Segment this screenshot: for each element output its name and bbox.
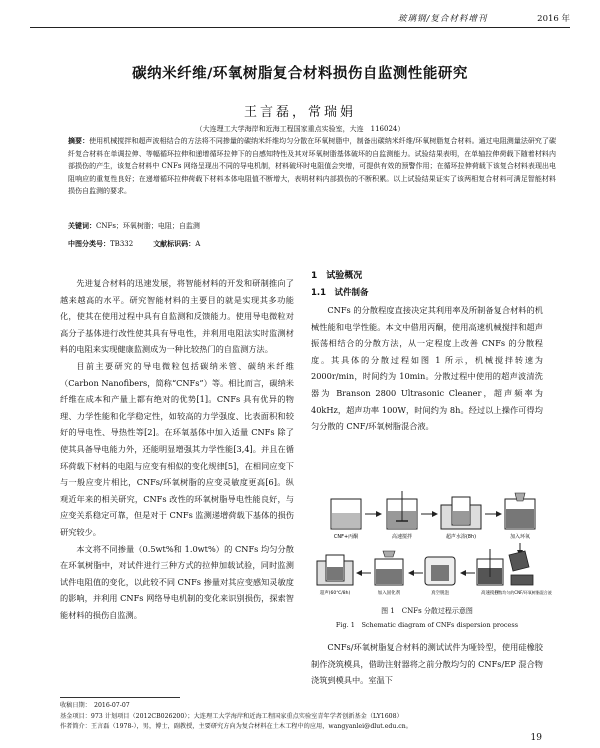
doc-label: 文献标识码： [153, 239, 196, 248]
header-rule [30, 27, 570, 28]
section-heading: 1 试验概况 [311, 271, 363, 281]
right-column [311, 268, 543, 435]
intro-paragraph: 本文将不同掺量（0.5wt%和 1.0wt%）的 CNFs 均匀分散在环氧树脂中，对试件进行三种方式的拉伸加载试验，同时监测试件电阻值的变化，以此较不同 CNFs 掺量对其应变感知灵敏度的影响，并利用 CNFs 网络导电机制的变化来识别损伤，探索智能材料的损伤自监测。 [60, 543, 294, 620]
abstract [68, 135, 556, 198]
clc-value: TB332 [110, 240, 134, 248]
fig-label-ultrasonic-heating: 超声(60℃/8h) [319, 591, 351, 596]
fig-label-ultrasonic-bath: 超声水浴(8h) [445, 534, 477, 540]
fig-label-cnf-acetone: CNF+丙酮 [333, 534, 359, 540]
figure-caption-cn: 图 1 CNFs 分散过程示意图 [381, 607, 473, 615]
intro-paragraph: 目前主要研究的导电微粒包括碳纳米管、碳纳米纤维（Carbon Nanofibers，简称“CNFs”）等。相比而言，碳纳米纤维在成本和产量上都有绝对的优势[1]。CNFs 具有优异的物理、力学性能和化学稳定性，如较高的力学强度、比表面积和较好的导电性、导热性等[2]。在环氧基体中加入适量 CNFs 除了使其具备导电能力外，还能明显增强其力学性能[3,4]。并且在循环荷载下材料的电阻与应变有相似的变化规律[5]，在相同应变下与一般应变片相比，CNFs/环氧树脂的应变灵敏度更高[6]。纵观近年来的相关研究，CNFs 改性的环氧树脂导电性能良好，与应变关系稳定可靠，但是对于 CNFs 监测递增荷载下基体的损伤研究较少。 [60, 360, 294, 537]
footnote-funding: 基金项目：973 计划项目（2012CB026200）；大连理工大学海岸和近海工程国家重点实验室青年学者创新基金（LY1608） [60, 712, 403, 720]
footnote-author: 作者简介：王言磊（1978-），男，博士，副教授，主要研究方向为复合材料在土木工程中的应用，wangyanlei@dlut.edu.cn。 [60, 723, 412, 730]
ultrasonic-heating [317, 555, 353, 585]
subsection-heading: 1.1 试件制备 [311, 288, 369, 298]
footnotes [60, 701, 560, 733]
doc-value: A [195, 240, 201, 248]
beaker-add-hardener [375, 551, 403, 585]
fig-label-stirring-1: 高速搅拌 [391, 534, 413, 540]
running-head [30, 10, 570, 26]
beaker-cnf-acetone [331, 499, 361, 529]
fig-label-add-epoxy: 加入环氧 [509, 534, 531, 540]
right-column-continued [311, 639, 543, 689]
fig-label-add-hardener: 加入固化剂 [377, 591, 401, 596]
left-column [60, 275, 294, 623]
vacuum-degassing [425, 557, 455, 585]
beaker-add-epoxy [505, 493, 535, 529]
section-paragraph: CNFs 的分散程度直接决定其利用率及所制备复合材料的机械性能和电学性能。本文中借用丙酮，使用高速机械搅拌和超声振荡相结合的分散方法，从一定程度上改善 CNFs 的分散程度。其具体的分散过程如图 1 所示，机械搅拌转速为 2000r/min，时间约为 10min。分散过程中使用的超声波清洗器为 Branson 2800 Ultrasonic Cleaner，超声频率为 40kHz，超声功率 100W，时间约为 8h。经过以上操作可得均匀分散的 CNF/环氧树脂混合液。 [311, 305, 543, 432]
paper-authors: 王言磊，常瑞娟 [243, 105, 356, 120]
paper-affiliation: （大连理工大学海岸和近海工程国家重点实验室，大连 116024） [195, 125, 405, 133]
paper-title: 碳纳米纤维/环氧树脂复合材料损伤自监测性能研究 [132, 66, 468, 82]
beaker-high-speed-stirring-2 [477, 549, 503, 585]
abstract-label: 摘要： [68, 136, 90, 145]
keywords-label: 关键词： [68, 221, 96, 230]
section-paragraph-continued: CNFs/环氧树脂复合材料的测试试件为哑铃型，使用硅橡胶制作浇筑模具，借助注射器将之前分散均匀的 CNFs/EP 混合物浇筑到模具中。室温下 [311, 642, 543, 686]
ultrasonic-bath [441, 497, 481, 529]
abstract-text: 使用机械搅拌和超声波相结合的方法将不同掺量的碳纳米纤维均匀分散在环氧树脂中，制备出碳纳米纤维/环氧树脂复合材料。通过电阻测量法研究了碳纤复合材料在单调拉伸、等幅循环拉伸和递增循环拉伸下的自感知特性及其对环氧树脂基体破坏的自监测能力。试验结果表明，在单轴拉伸荷载下随着材料内部损伤的产生，该复合材料中 CNFs 网络呈现出不同的导电机制，材料破坏时电阻值会突增，可提供有效的预警作用；在循环拉伸荷载下该复合材料表现出电阻响应的重复性良好；在递增循环拉伸荷载下材料本体电阻值不断增大，表明材料内部损伤的不断积累。以上试验结果证实了该两相复合材料可满足智能材料损伤自监测的要求。 [68, 137, 557, 196]
footnote-received: 收稿日期： 2016-07-07 [60, 702, 130, 709]
final-mixture-pour [509, 551, 533, 585]
dispersion-process-figure [311, 491, 552, 603]
keywords [68, 220, 556, 232]
fig-label-final-mixture: 分散均匀的CNF/环氧树脂混合液 [494, 590, 552, 595]
journal-name: 玻璃钢/复合材料增刊 [398, 14, 488, 24]
figure-caption-en: Fig. 1 Schematic diagram of CNFs dispersion process [335, 621, 519, 629]
classification-line [68, 239, 200, 249]
keywords-text: CNFs；环氧树脂；电阻；自监测 [96, 222, 200, 230]
footnote-rule [60, 697, 180, 698]
fig-label-stirring-2: 高速搅拌 [481, 591, 499, 596]
fig-label-vacuum-degassing: 真空脱泡 [431, 591, 449, 596]
clc-label: 中图分类号： [68, 239, 110, 248]
journal-year: 2016 年 [537, 14, 570, 24]
page-number: 19 [530, 733, 542, 743]
beaker-high-speed-stirring [387, 491, 417, 529]
intro-paragraph: 先进复合材料的迅速发展，将智能材料的开发和研制推向了越来越高的水平。研究智能材料的主要目的就是实现其多功能化，使其在使用过程中具有自监测和反馈能力。使用导电微粒对高分子基体进行改性使其具有导电性，并利用电阻法实时监测材料的电阻来实现健康监测成为一种比较热门的自监测方法。 [60, 278, 294, 355]
